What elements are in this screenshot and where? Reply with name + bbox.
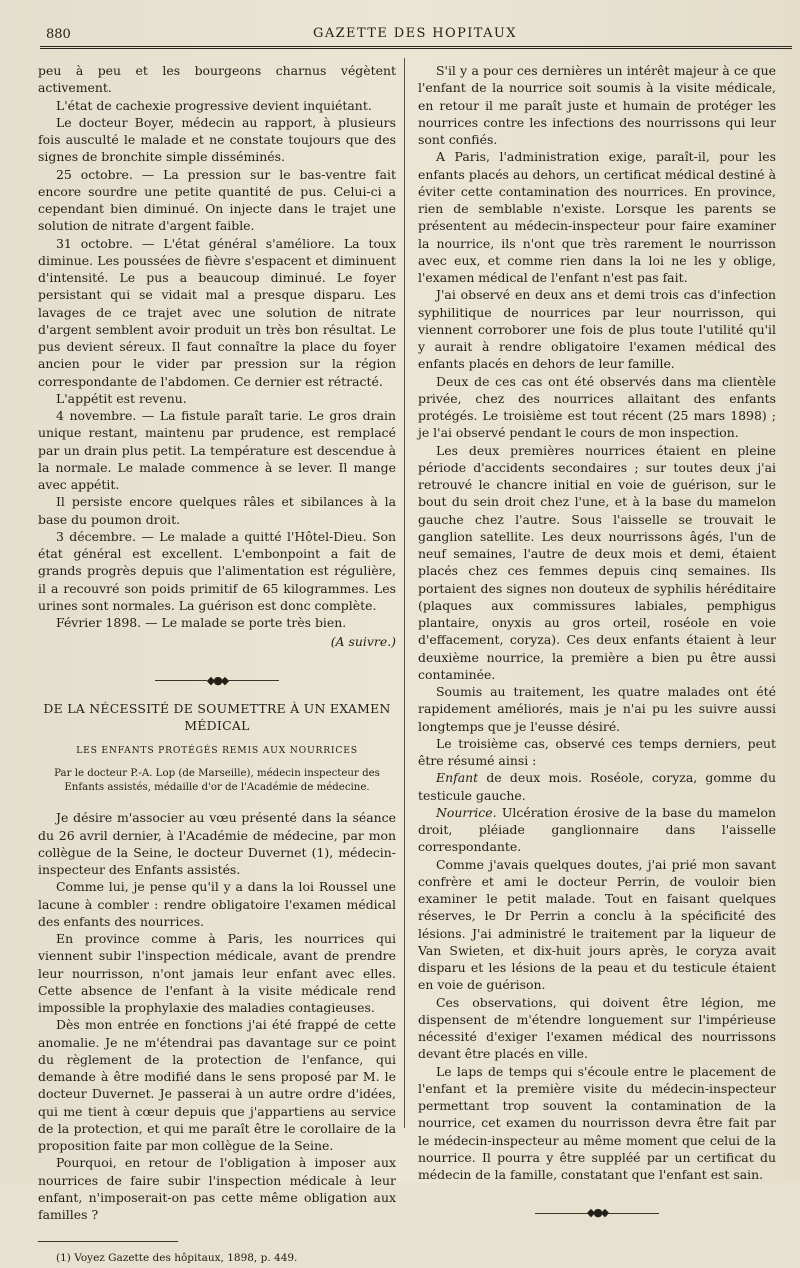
paragraph: Le troisième cas, observé ces temps derniers, peut être résumé ainsi : bbox=[418, 735, 776, 768]
left-column bbox=[38, 62, 396, 1268]
journal-title: GAZETTE DES HOPITAUX bbox=[313, 26, 517, 41]
paragraph: Deux de ces cas ont été observés dans ma clientèle privée, chez des nourrices allaitant des enfants protégés. Le troisième est tout récent (25 mars 1898) ; je l'ai observé pendant le cours de mon inspection. bbox=[418, 373, 776, 441]
paragraph: Le laps de temps qui s'écoule entre le placement de l'enfant et la première visite du médecin-inspecteur permettant trop souvent la contamination de la nourrice, cet examen du nourrisson devra être fait par le médecin-inspecteur au même moment que celui de la nourrice. Il pourra y être suppléé par un certificat du médecin de la famille, constatant que l'enfant est sain. bbox=[418, 1063, 776, 1182]
article-subtitle: LES ENFANTS PROTÉGÉS REMIS AUX NOURRICES bbox=[76, 745, 358, 756]
case-child-paragraph bbox=[418, 769, 776, 804]
case-nurse-paragraph bbox=[418, 804, 776, 856]
paragraph: Pourquoi, en retour de l'obligation à imposer aux nourrices de faire subir l'inspection médicale à leur enfant, n'imposerait-on pas cette même obligation aux familles ? bbox=[38, 1155, 396, 1222]
paragraph: J'ai observé en deux ans et demi trois cas d'infection syphilitique de nourrices par leur nourrisson, qui viennent corroborer une fois de plus toute l'utilité qu'il y aurait à rendre obligatoire l'examen médical des enfants placés en dehors de leur famille. bbox=[418, 287, 776, 372]
case-nurse-text: Ulcération érosive de la base du mamelon droit, pléiade ganglionnaire dans l'aisselle correspondante. bbox=[418, 804, 776, 855]
paragraph: Les deux premières nourrices étaient en pleine période d'accidents secondaires ; sur toutes deux j'ai retrouvé le chancre initial en voie de guérison, sur le bout du sein droit chez l'une, et à la base du mamelon gauche chez l'autre. Sous l'aisselle se trouvait le ganglion satellite. Les deux nourrissons âgés, l'un de neuf semaines, l'autre de deux mois et demi, étaient placés chez ces femmes depuis cinq semaines. Ils portaient des signes non douteux de syphilis héréditaire (plaques aux commissures labiales, pemphigus plantaire, onyxis au gros orteil, roséole en voie d'effacement, coryza). Ces deux enfants étaient à leur deuxième nourrice, la première a bien pu être aussi contaminée. bbox=[418, 442, 776, 682]
paragraph: Je désire m'associer au vœu présenté dans la séance du 26 avril dernier, à l'Académie de médecine, par mon collègue de la Seine, le docteur Duvernet (1), médecin-inspecteur des Enfants assistés. bbox=[38, 810, 396, 877]
paragraph: Il persiste encore quelques râles et sibilances à la base du poumon droit. bbox=[38, 494, 396, 527]
section-separator: ◆●◆ bbox=[418, 1207, 776, 1218]
paragraph: 4 novembre. — La fistule paraît tarie. Le gros drain unique restant, maintenu par prudence, est remplacé par un drain plus petit. La température est descendue à la normale. Le malade commence à se lever. Il mange avec appétit. bbox=[38, 408, 396, 492]
paragraph: S'il y a pour ces dernières un intérêt majeur à ce que l'enfant de la nourrice soit soumis à la visite médicale, en retour il me paraît juste et humain de protéger les nourrices contre les infections des nourrissons qui leur sont confiés. bbox=[418, 63, 776, 147]
paragraph: L'état de cachexie progressive devient inquiétant. bbox=[56, 97, 372, 113]
paragraph: A Paris, l'administration exige, paraît-il, pour les enfants placés au dehors, un certificat médical destiné à éviter cette contamination des nourrices. En province, rien de semblable n'existe. Lorsque les parents se présentent au médecin-inspecteur pour faire examiner la nourrice, ils n'ont que très rarement le nourrisson avec eux, et comme rien dans la loi ne les y oblige, l'examen médical de l'enfant n'est pas fait. bbox=[418, 149, 776, 285]
paragraph: Le docteur Boyer, médecin au rapport, à plusieurs fois ausculté le malade et ne constate toujours que des signes de bronchite simple disséminés. bbox=[38, 114, 396, 165]
case-child-text: de deux mois. Roséole, coryza, gomme du testicule gauche. bbox=[418, 770, 776, 803]
page-header bbox=[40, 24, 790, 46]
case-child-label: Enfant bbox=[436, 770, 479, 786]
footnote: (1) Voyez Gazette des hôpitaux, 1898, p. 449. bbox=[56, 1252, 298, 1265]
paragraph: Comme j'avais quelques doutes, j'ai prié mon savant confrère et ami le docteur Perrin, de vouloir bien examiner le petit malade. Tout en faisant quelques réserves, le Dr Perrin a conclu à la spécificité des lésions. J'ai administré le traitement par la liqueur de Van Swieten, et dix-huit jours après, le coryza avait disparu et les lésions de la peau et du testicule étaient en voie de guérison. bbox=[418, 856, 776, 993]
article-title: DE LA NÉCESSITÉ DE SOUMETTRE À UN EXAMEN MÉDICAL bbox=[43, 700, 391, 733]
article-byline: Par le docteur P.-A. Lop (de Marseille), médecin inspecteur des Enfants assistés, médaille d'or de l'Académie de médecine. bbox=[54, 768, 380, 794]
paragraph: Dès mon entrée en fonctions j'ai été frappé de cette anomalie. Je ne m'étendrai pas davantage sur ce point du règlement de la protection de l'enfance, qui demande à être modifié dans le sens proposé par M. le docteur Duvernet. Je passerai à un autre ordre d'idées, qui me tient à cœur depuis que j'appartiens au service de la protection, et qui me paraît être le corollaire de la proposition faite par mon collègue de la Seine. bbox=[38, 1017, 396, 1153]
column-divider bbox=[404, 58, 405, 1128]
header-rule bbox=[40, 46, 792, 49]
to-be-continued: (A suivre.) bbox=[330, 634, 396, 650]
paragraph: 31 octobre. — L'état général s'améliore. La toux diminue. Les poussées de fièvre s'espacent et diminuent d'intensité. Le pus a beaucoup diminué. Le foyer persistant qui se vidait mal a presque disparu. Les lavages de ce trajet avec une solution de nitrate d'argent semblent avoir produit un très bon résultat. Le pus devient séreux. Il faut connaître la place du foyer ancien pour le vider par pression sur la région correspondante de l'abdomen. Ce dernier est rétracté. bbox=[38, 235, 396, 389]
paragraph: peu à peu et les bourgeons charnus végètent activement. bbox=[38, 63, 396, 96]
paragraph: L'appétit est revenu. bbox=[56, 390, 187, 406]
case-nurse-label: Nourrice. bbox=[436, 804, 497, 820]
paragraph: 3 décembre. — Le malade a quitté l'Hôtel-Dieu. Son état général est excellent. L'embonpoint a fait de grands progrès depuis que l'alimentation est régulière, il a recouvré son poids primitif de 65 kilogrammes. Les urines sont normales. La guérison est donc complète. bbox=[38, 528, 396, 613]
section-separator: ◆●◆ bbox=[38, 675, 396, 686]
paragraph: En province comme à Paris, les nourrices qui viennent subir l'inspection médicale, avant de prendre leur nourrisson, n'ont jamais leur enfant avec elles. Cette absence de l'enfant à la visite médicale rend impossible la prophylaxie des maladies contagieuses. bbox=[38, 931, 396, 1015]
paragraph: Ces observations, qui doivent être légion, me dispensent de m'étendre longuement sur l'impérieuse nécessité d'exiger l'examen médical des nourrissons devant être placés en ville. bbox=[418, 994, 776, 1062]
page-number: 880 bbox=[46, 27, 71, 42]
right-column bbox=[418, 62, 776, 1232]
paragraph: 25 octobre. — La pression sur le bas-ventre fait encore sourdre une petite quantité de pus. Celui-ci a cependant bien diminué. On injecte dans le trajet une solution de nitrate d'argent faible. bbox=[38, 166, 396, 234]
paragraph: Soumis au traitement, les quatre malades ont été rapidement améliorés, mais je n'ai pu les suivre aussi longtemps que je l'eusse désiré. bbox=[418, 684, 776, 734]
paragraph: Comme lui, je pense qu'il y a dans la loi Roussel une lacune à combler : rendre obligatoire l'examen médical des enfants des nourrices. bbox=[38, 879, 396, 929]
footnote-rule bbox=[38, 1241, 178, 1242]
paragraph: Février 1898. — Le malade se porte très bien. bbox=[56, 615, 347, 630]
